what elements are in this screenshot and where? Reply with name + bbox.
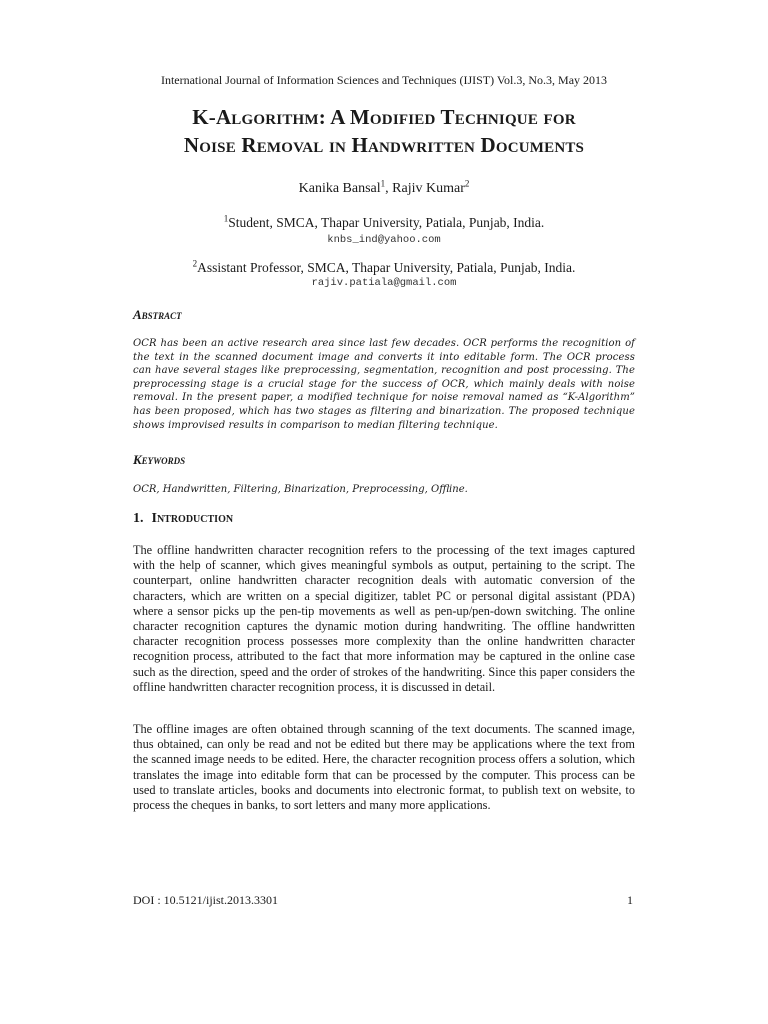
introduction-heading (133, 510, 233, 528)
keywords-heading: Keywords (133, 452, 186, 467)
affiliation-2 (0, 259, 768, 276)
intro-paragraph-2: The offline images are often obtained through scanning of the text documents. The scanned image, thus obtained, can only be read and not be edited but there may be applications where the text from the scanned image needs to be edited. Here, the character recognition process offers a solution, which translates the image into editable form that can be processed by the computer. This process can be used to translate articles, books and documents into electronic format, to publish text on website, to process the cheques in banks, to sort letters and many more applications. (133, 722, 635, 813)
affiliation-1 (0, 214, 768, 231)
keywords-body: OCR, Handwritten, Filtering, Binarization, Preprocessing, Offline. (133, 484, 468, 495)
author-email-2[interactable]: rajiv.patiala@gmail.com (311, 277, 457, 289)
affiliation-sup: 1 (223, 213, 229, 224)
paper-title (0, 103, 768, 159)
intro-paragraph-1: The offline handwritten character recognition refers to the processing of the text images captured with the help of scanner, which gives meaningful symbols as output, pertaining to the script. The counterpart, online handwritten character recognition deals with automatic conversion of the characters, which are written on a special digitizer, tablet PC or personal digital assistant (PDA) where a sensor picks up the pen-tip movements as well as pen-up/pen-down switching. The online character recognition captures the dynamic motion during handwriting. The offline handwritten character recognition process possesses more complexity than the online handwritten character recognition process, attributed to the fact that more information may be captured in the online case such as the direction, speed and the order of strokes of the handwriting. Since this paper considers the offline handwritten character recognition process, it is discussed in detail. (133, 543, 635, 694)
affiliation-text: Student, SMCA, Thapar University, Patiala, Punjab, India. (228, 215, 545, 230)
author-email-1[interactable]: knbs_ind@yahoo.com (327, 234, 441, 246)
footer-doi: DOI : 10.5121/ijist.2013.3301 (133, 893, 279, 907)
page-number: 1 (627, 893, 633, 907)
author-list (0, 180, 768, 198)
author-sup: 2 (464, 178, 470, 189)
journal-header: International Journal of Information Sciences and Techniques (IJIST) Vol.3, No.3, May 2013 (160, 73, 608, 87)
affiliation-text: Assistant Professor, SMCA, Thapar University, Patiala, Punjab, India. (197, 260, 576, 275)
affiliation-sup: 2 (192, 258, 198, 269)
abstract-body: OCR has been an active research area since last few decades. OCR performs the recognition of the text in the scanned document image and converts it into editable form. The OCR process can have several stages like preprocessing, segmentation, recognition and post processing. The preprocessing stage is a crucial stage for the success of OCR, which mainly deals with noise removal. In the present paper, a modified technique for noise removal named as “K-Algorithm” has been proposed, which has two stages as filtering and binarization. The proposed technique shows improvised results in comparison to median filtering technique. (133, 338, 635, 431)
author-name: Kanika Bansal (298, 181, 381, 196)
author-sup: 1 (380, 178, 386, 189)
title-line-2: Noise Removal in Handwritten Documents (183, 133, 585, 157)
author-separator: , (385, 181, 393, 196)
abstract-heading: Abstract (133, 307, 182, 322)
author-name: Rajiv Kumar (392, 181, 465, 196)
title-line-1: K-Algorithm: A Modified Technique for (192, 105, 576, 129)
section-number: 1. (133, 511, 144, 526)
section-title: Introduction (151, 511, 234, 526)
